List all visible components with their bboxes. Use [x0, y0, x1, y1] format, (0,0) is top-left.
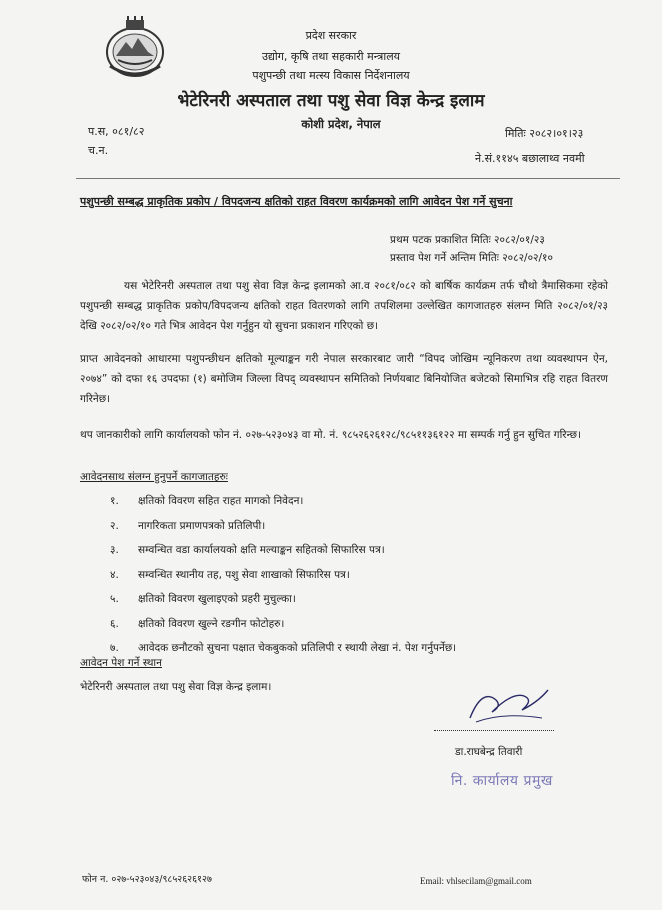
footer-email: Email: vhlsecilam@gmail.com	[420, 876, 532, 886]
header-ministry: उद्योग, कृषि तथा सहकारी मन्त्रालय	[261, 50, 401, 63]
list-item: ३. सम्वन्धित वडा कार्यालयको क्षति मल्याङ्कन सहितको सिफारिस पत्र।	[110, 544, 385, 556]
notice-subject: पशुपन्छी सम्बद्ध प्राकृतिक प्रकोप / विपदजन्य क्षतिको राहत विवरण कार्यक्रमको लागि आवेदन पेश गर्ने सुचना	[80, 195, 513, 208]
signature-line	[434, 730, 554, 731]
submission-place-title: आवेदन पेश गर्ने स्थान	[80, 657, 162, 669]
header-office-name: भेटेरिनरी अस्पताल तथा पशु सेवा विज्ञ केन्द्र इलाम	[177, 91, 485, 111]
attachments-list	[110, 494, 456, 666]
dispatch-number: च.न.	[88, 144, 109, 157]
list-item: २. नागरिकता प्रमाणपत्रको प्रतिलिपी।	[110, 519, 266, 532]
nepal-sambat-date: ने.सं.११४५ बछालाथ्व नवमी	[475, 152, 585, 165]
reference-number: प.स, ०८१/८२	[88, 125, 145, 138]
first-published-date: प्रथम पटक प्रकाशित मितिः २०८२/०१/२३	[390, 234, 545, 246]
letter-date: मितिः २०८२।०१।२३	[505, 127, 584, 140]
body-paragraph-1: यस भेटेरिनरी अस्पताल तथा पशु सेवा विज्ञ केन्द्र इलामको आ.व २०८१/०८२ को बार्षिक कार्यक्रम तर्फ चौथो त्रैमासिकमा रहेको पशुपन्छी सम्बद्ध प्राकृतिक प्रकोप/विपदजन्य क्षतिको राहत वितरणको लागि तपशिलमा उल्लेखित कागजातहरु संलग्न मिति २०८२/०१/२३ देखि २०८२/०२/१० गते भित्र आवेदन पेश गर्नुहुन यो सुचना प्रकाशन गरिएको छ।	[80, 280, 608, 332]
attachments-title: आवेदनसाथ संलग्न हुनुपर्ने कागजातहरुः	[80, 471, 228, 483]
submission-place: भेटेरिनरी अस्पताल तथा पशु सेवा विज्ञ केन्द्र इलाम।	[80, 681, 272, 693]
signature-icon	[462, 682, 552, 728]
signer-name: डा.राघबेन्द्र तिवारी	[455, 746, 523, 758]
list-item: ७. आवेदक छनौटको सुचना पक्षात चेकबुकको प्रतिलिपी र स्थायी लेखा नं. पेश गर्नुपर्नेछ।	[110, 642, 457, 654]
header-address: कोशी प्रदेश, नेपाल	[301, 117, 381, 131]
header-divider	[76, 178, 620, 179]
header-govt: प्रदेश सरकार	[305, 29, 357, 42]
header-directorate: पशुपन्छी तथा मत्स्य विकास निर्देशनालय	[252, 69, 410, 82]
list-item: ५. क्षतिको विवरण खुलाइएको प्रहरी मुचुल्का।	[110, 593, 296, 605]
designation-stamp: नि. कार्यालय प्रमुख	[451, 773, 553, 789]
body-paragraph-2: प्राप्त आवेदनको आधारमा पशुपन्छीधन क्षतिको मूल्याङ्कन गरी नेपाल सरकारबाट जारी “विपद जोखिम न्यूनिकरण तथा व्यवस्थापन ऐन, २०७४” को दफा १६ उपदफा (१) बमोजिम जिल्ला विपद् व्यवस्थापन समितिको निर्णयबाट बिनियोजित बजेटको सिमाभित्र रहि राहत वितरण गरिनेछ।	[80, 353, 608, 405]
body-paragraph-3: थप जानकारीको लागि कार्यालयको फोन नं. ०२७-५२३०४३ वा मो. नं. ९८५२६२६१२८/९८५११३६१२२ मा सम्पर्क गर्नु हुन सुचित गरिन्छ।	[80, 429, 581, 441]
footer-phone: फोन न. ०२७-५२३०४३/९८५२६२६१२७	[82, 874, 212, 885]
list-item: ६. क्षतिको विवरण खुल्ने रङगीन फोटोहरु।	[110, 617, 285, 630]
list-item: ४. सम्वन्धित स्थानीय तह, पशु सेवा शाखाको सिफारिस पत्र।	[110, 568, 350, 581]
list-item: १. क्षतिको विवरण सहित राहत मागको निवेदन।	[110, 495, 304, 507]
submission-deadline: प्रस्ताव पेश गर्ने अन्तिम मितिः २०८२/०२/१०	[390, 252, 553, 264]
